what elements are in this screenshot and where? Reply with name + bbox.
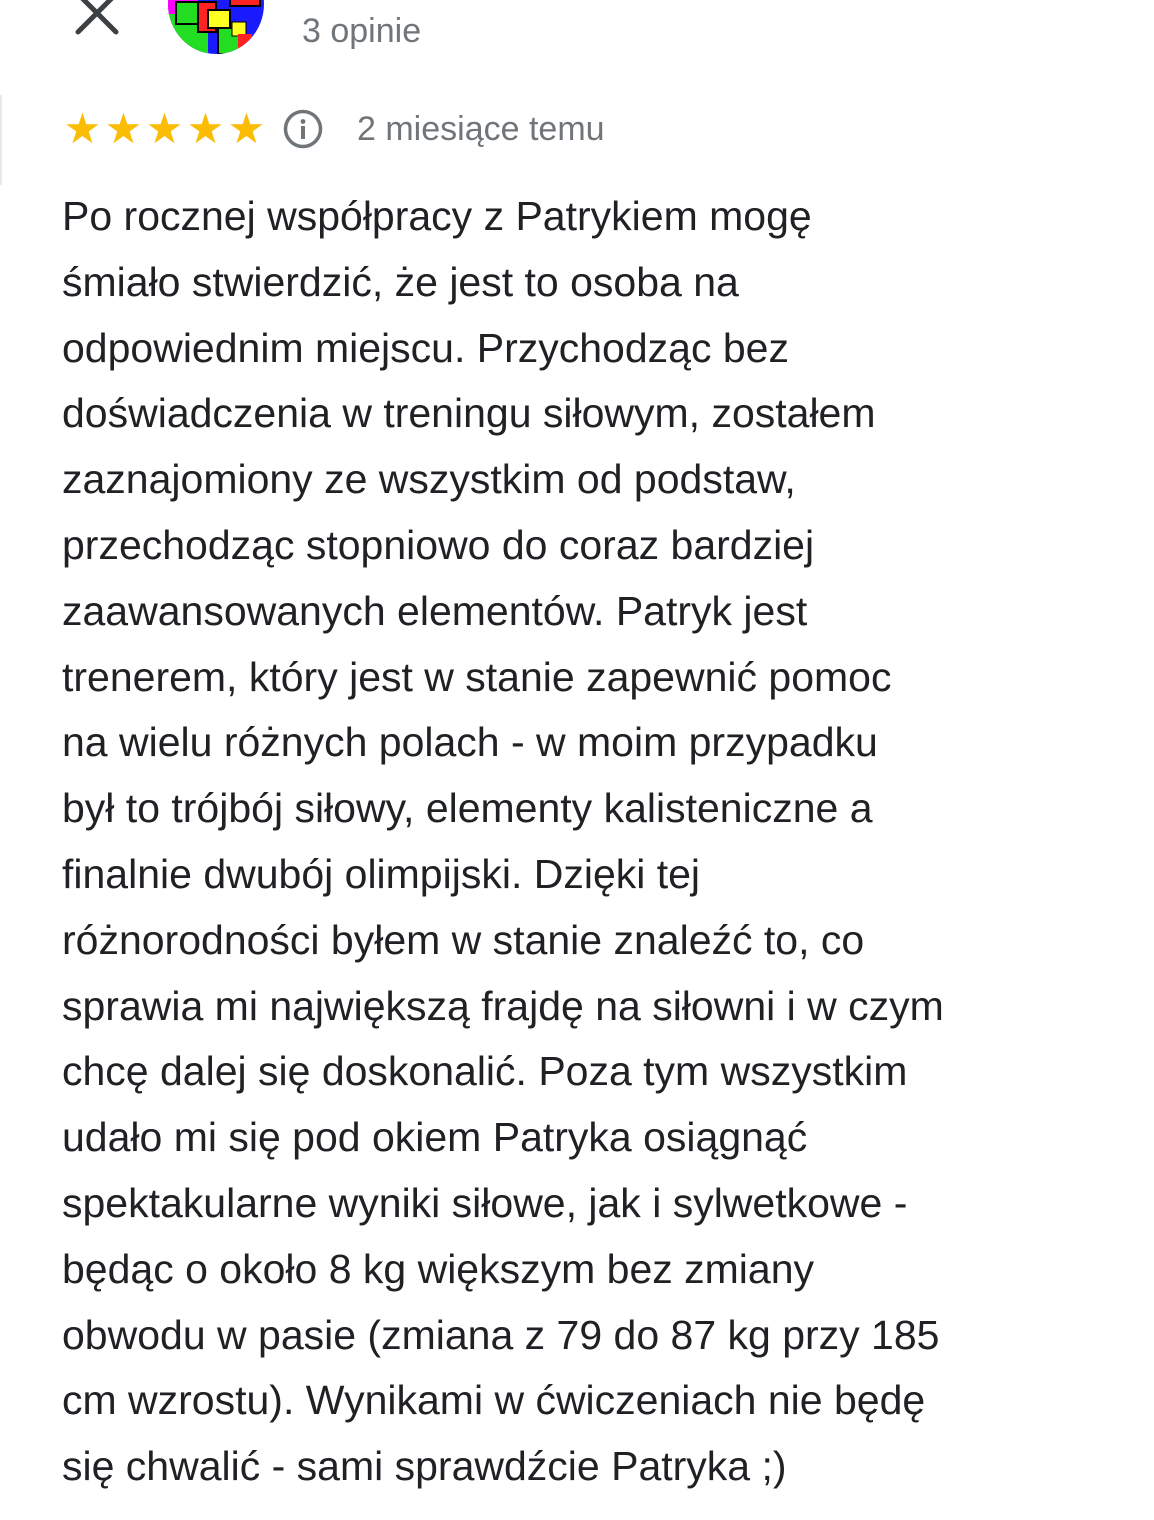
review-text-line: zaawansowanych elementów. Patryk jest [62, 587, 808, 634]
review-text-line: doświadczenia w treningu siłowym, zostałem [62, 390, 876, 437]
review-text-line: na wielu różnych polach - w moim przypadku [62, 719, 878, 766]
divider [0, 95, 2, 185]
review-text [62, 184, 944, 1500]
review-text-line: przechodząc stopniowo do coraz bardziej [62, 521, 815, 568]
review-text-line: cm wzrostu). Wynikami w ćwiczeniach nie będę [62, 1377, 926, 1424]
review-text-line: zaznajomiony ze wszystkim od podstaw, [62, 456, 796, 503]
review-text-line: finalnie dwubój olimpijski. Dzięki tej [62, 850, 701, 897]
info-icon[interactable] [283, 109, 323, 149]
review-text-line: śmiało stwierdzić, że jest to osoba na [62, 258, 739, 305]
review-date: 2 miesiące temu [357, 109, 605, 148]
review-text-line: obwodu w pasie (zmiana z 79 do 87 kg przy 185 [62, 1311, 940, 1358]
close-icon[interactable] [74, 0, 120, 36]
review-text-line: trenerem, który jest w stanie zapewnić pomoc [62, 653, 892, 700]
star-icon: ★ [227, 105, 266, 152]
review-text-line: odpowiednim miejscu. Przychodząc bez [62, 324, 789, 371]
star-icon: ★ [145, 105, 184, 152]
review-text-line: chcę dalej się doskonalić. Poza tym wszystkim [62, 1048, 908, 1095]
review-text-line: był to trójbój siłowy, elementy kalisteniczne a [62, 785, 873, 832]
review-text-line: udało mi się pod okiem Patryka osiągnąć [62, 1114, 808, 1161]
star-icon: ★ [186, 105, 225, 152]
review-text-line: Po rocznej współpracy z Patrykiem mogę [62, 193, 812, 239]
star-icon: ★ [104, 105, 143, 152]
review-rating-row [62, 104, 605, 154]
avatar[interactable] [168, 0, 264, 54]
review-text-line: będąc o około 8 kg większym bez zmiany [62, 1245, 815, 1292]
reviewer-review-count: 3 opinie [302, 12, 422, 50]
star-icon: ★ [63, 105, 102, 152]
review-text-line: różnorodności byłem w stanie znaleźć to, co [62, 916, 865, 963]
review-text-line: sprawia mi największą frajdę na siłowni i w czym [62, 982, 944, 1029]
review-text-line: spektakularne wyniki siłowe, jak i sylwetkowe - [62, 1179, 908, 1226]
review-text-line: się chwalić - sami sprawdźcie Patryka ;) [62, 1443, 787, 1490]
